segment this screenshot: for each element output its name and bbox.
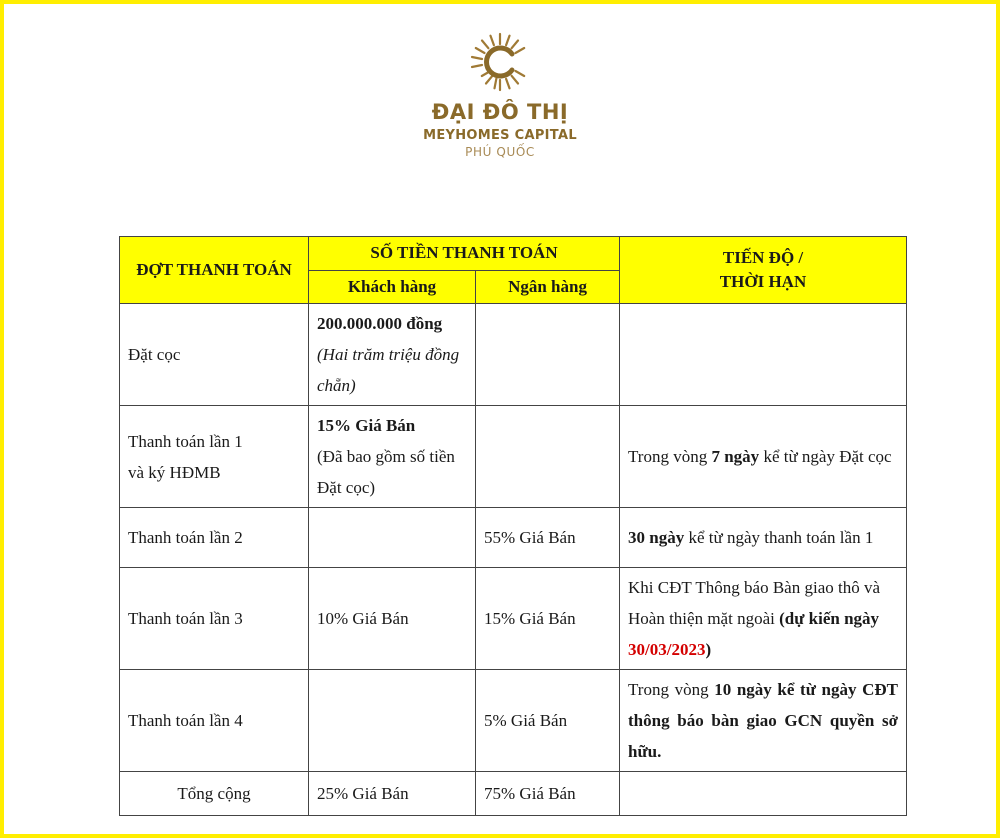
p4-stage: Thanh toán lần 4 [120, 670, 309, 772]
p4-progress [620, 670, 907, 772]
p1-progress-post: kể từ ngày Đặt cọc [759, 447, 892, 466]
header-progress-line1: TIẾN ĐỘ / [722, 248, 804, 267]
deposit-stage: Đặt cọc [120, 304, 309, 406]
sunburst-c-icon [468, 30, 532, 94]
table-row [120, 772, 907, 816]
p4-customer [309, 670, 476, 772]
total-stage: Tổng cộng [120, 772, 309, 816]
p1-progress-days: 7 ngày [711, 447, 760, 466]
p2-progress-post: kể từ ngày thanh toán lần 1 [684, 528, 874, 547]
header-stage: ĐỢT THANH TOÁN [120, 237, 309, 304]
table-row [120, 304, 907, 406]
p3-progress [620, 568, 907, 670]
p3-bank: 15% Giá Bán [476, 568, 620, 670]
header-bank: Ngân hàng [476, 270, 620, 304]
p1-stage [120, 406, 309, 508]
p2-progress [620, 508, 907, 568]
p2-stage: Thanh toán lần 2 [120, 508, 309, 568]
table-row [120, 568, 907, 670]
total-bank: 75% Giá Bán [476, 772, 620, 816]
logo-title: ĐẠI ĐÔ THỊ [431, 100, 569, 124]
p2-progress-days: 30 ngày [628, 528, 685, 547]
deposit-bank [476, 304, 620, 406]
p1-stage-line1: Thanh toán lần 1 [128, 431, 243, 451]
deposit-customer [309, 304, 476, 406]
p3-progress-pre: Khi CĐT Thông báo Bàn giao thô và Hoàn thiện mặt ngoài [628, 578, 881, 628]
table-row [120, 670, 907, 772]
p3-progress-date: 30/03/2023 [628, 640, 706, 659]
deposit-customer-amount: 200.000.000 đồng [317, 314, 443, 333]
p3-progress-close: ) [705, 640, 712, 659]
p3-stage: Thanh toán lần 3 [120, 568, 309, 670]
p1-customer-note: (Đã bao gồm số tiền Đặt cọc) [317, 447, 455, 497]
table-row [120, 508, 907, 568]
deposit-progress [620, 304, 907, 406]
p1-customer [309, 406, 476, 508]
p1-stage-line2: và ký HĐMB [128, 462, 221, 482]
p2-bank: 55% Giá Bán [476, 508, 620, 568]
table-row [120, 406, 907, 508]
total-progress [620, 772, 907, 816]
p3-customer: 10% Giá Bán [309, 568, 476, 670]
p1-progress [620, 406, 907, 508]
header-progress-line2: THỜI HẠN [719, 272, 807, 291]
p3-progress-bold: (dự kiến ngày [779, 609, 880, 628]
header-amount: SỐ TIỀN THANH TOÁN [309, 237, 620, 271]
p4-progress-pre: Trong vòng [628, 680, 715, 699]
p4-progress-bold: 10 ngày kể từ ngày CĐT thông báo bàn giao GCN quyền sở hữu. [628, 680, 899, 761]
header-customer: Khách hàng [309, 270, 476, 304]
logo-location: PHÚ QUỐC [465, 145, 535, 159]
p1-bank [476, 406, 620, 508]
logo-subtitle: MEYHOMES CAPITAL [423, 128, 577, 143]
p2-customer [309, 508, 476, 568]
total-customer: 25% Giá Bán [309, 772, 476, 816]
p1-progress-pre: Trong vòng [628, 447, 712, 466]
header-progress [620, 237, 907, 304]
p1-customer-amount: 15% Giá Bán [317, 416, 416, 435]
p4-bank: 5% Giá Bán [476, 670, 620, 772]
deposit-customer-note: (Hai trăm triệu đồng chẵn) [317, 345, 460, 395]
table-header-row [120, 237, 907, 271]
brand-logo [400, 30, 600, 159]
payment-schedule-table [119, 236, 907, 816]
